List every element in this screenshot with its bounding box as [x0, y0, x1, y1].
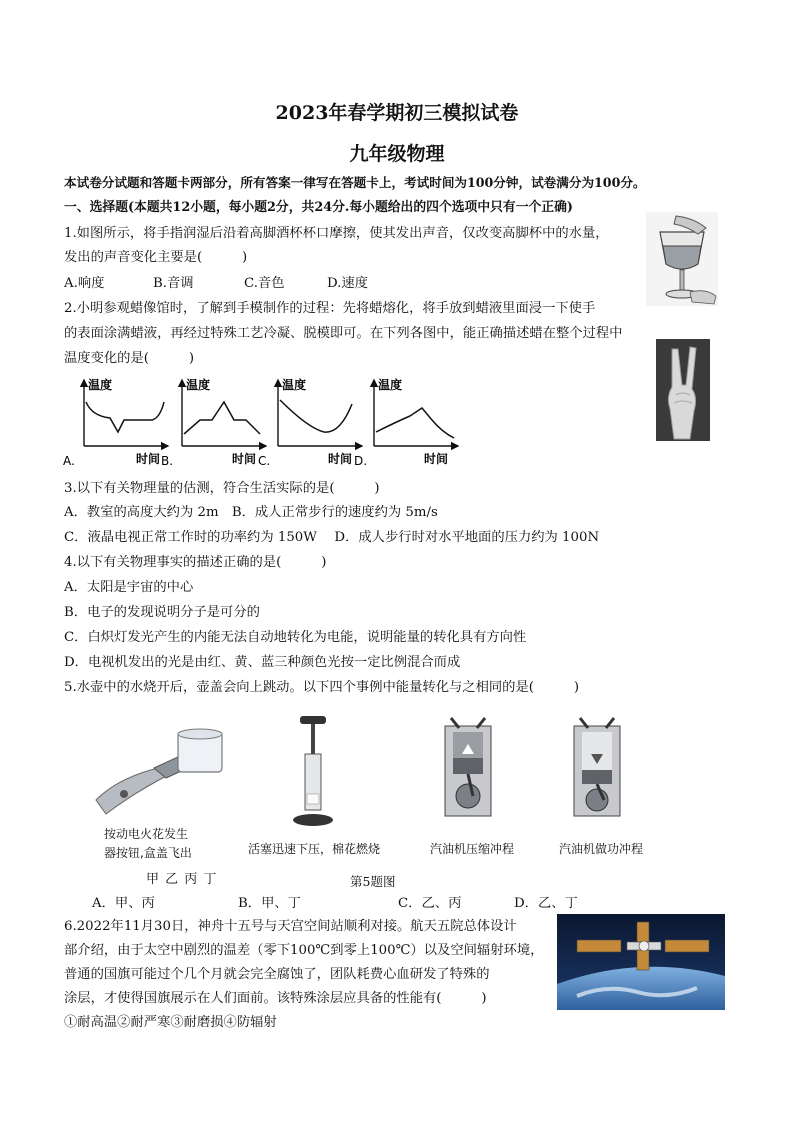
graph-a — [84, 377, 168, 466]
q3-stem: 3.以下有关物理量的估测，符合生活实际的是( ) — [64, 481, 380, 496]
q5-option-c: C．乙、丙 — [398, 896, 462, 911]
q4-stem: 4.以下有关物理事实的描述正确的是( ) — [64, 555, 327, 570]
graph-b-ylabel: 温度 — [186, 378, 211, 392]
q3-options-cd: C．液晶电视正常工作时的功率约为 150W D．成人步行时对水平地面的压力约为 100N — [64, 530, 600, 545]
q5-option-a: A．甲、丙 — [92, 896, 155, 911]
graph-d-ylabel: 温度 — [378, 378, 403, 392]
q1-line1: 1.如图所示，将手指润湿后沿着高脚酒杯杯口摩擦，使其发出声音，仅改变高脚杯中的水量， — [64, 226, 609, 241]
q2-graphs — [60, 372, 470, 470]
q4-option-c: C．白炽灯发光产生的内能无法自动地转化为电能，说明能量的转化具有方向性 — [64, 630, 527, 645]
q5-caption-bing: 汽油机压缩冲程 — [430, 842, 515, 856]
q6-line3: 普通的国旗可能过个几个月就会完全腐蚀了，团队耗费心血研发了特殊的 — [64, 967, 490, 982]
q6-line4: 涂层，才使得国旗展示在人们面前。该特殊涂层应具备的性能有( ) — [64, 991, 487, 1006]
page-title: 2023年春学期初三模拟试卷 — [275, 102, 519, 124]
q2-line3: 温度变化的是( ) — [64, 351, 195, 366]
graph-b-xlabel: 时间 — [232, 452, 257, 466]
q5-option-d: D．乙、丁 — [514, 896, 578, 911]
space-station-earth-photo — [557, 914, 725, 1010]
q2-line2: 的表面涂满蜡液，再经过特殊工艺冷凝、脱模即可。在下列各图中，能正确描述蜡在整个过程中 — [64, 326, 623, 341]
graph-c-ylabel: 温度 — [282, 378, 307, 392]
q5-caption-jia-1: 按动电火花发生 — [104, 827, 189, 841]
q4-option-b: B．电子的发现说明分子是可分的 — [64, 605, 260, 620]
q5-caption-jia-2: 器按钮,盒盖飞出 — [104, 846, 192, 860]
q3-options-ab: A．教室的高度大约为 2m B．成人正常步行的速度约为 5m/s — [64, 505, 438, 520]
q5-figure-caption: 第5题图 — [350, 874, 396, 889]
q1-line2: 发出的声音变化主要是( ) — [64, 250, 248, 265]
engine-power-stroke-illustration — [566, 714, 628, 822]
graph-label-c: C. — [258, 454, 271, 468]
graph-d-xlabel: 时间 — [424, 452, 449, 466]
graph-d — [374, 377, 458, 466]
engine-compression-illustration — [437, 714, 499, 822]
graph-c — [278, 377, 362, 466]
q6-line2: 部介绍，由于太空中剧烈的温差（零下100℃到零上100℃）以及空间辐射环境， — [64, 943, 544, 958]
q4-option-a: A．太阳是宇宙的中心 — [64, 580, 194, 595]
q5-option-b: B．甲、丁 — [238, 896, 301, 911]
q6-line5: ①耐高温②耐严寒③耐磨损④防辐射 — [64, 1015, 277, 1030]
q1-option-c: C.音色 — [244, 276, 285, 291]
wine-glass-finger-photo — [646, 212, 718, 306]
wax-hand-model-photo — [656, 339, 710, 441]
q2-line1: 2.小明参观蜡像馆时，了解到手模制作的过程：先将蜡熔化，将手放到蜡液里面浸一下使手 — [64, 301, 596, 316]
graph-label-b: B. — [161, 454, 174, 468]
graph-label-d: D. — [354, 454, 368, 468]
q1-option-d: D.速度 — [327, 276, 369, 291]
graph-a-ylabel: 温度 — [88, 378, 113, 392]
q1-option-b: B.音调 — [153, 276, 194, 291]
q4-option-d: D．电视机发出的光是由红、黄、蓝三种颜色光按一定比例混合而成 — [64, 655, 461, 670]
q6-line1: 6.2022年11月30日，神舟十五号与天宫空间站顺利对接。航天五院总体设计 — [64, 919, 517, 934]
q5-caption-yi: 活塞迅速下压，棉花燃烧 — [248, 842, 381, 856]
spark-generator-illustration — [88, 722, 236, 822]
piston-cotton-illustration — [288, 714, 338, 832]
q1-option-a: A.响度 — [64, 276, 105, 291]
q5-stem: 5.水壶中的水烧开后，壶盖会向上跳动。以下四个事例中能量转化与之相同的是( ) — [64, 680, 580, 695]
section-heading: 一、选择题(本题共12小题，每小题2分，共24分.每小题给出的四个选项中只有一个正确) — [64, 200, 573, 215]
graph-c-xlabel: 时间 — [328, 452, 353, 466]
graph-b — [182, 377, 266, 466]
page-subtitle: 九年级物理 — [349, 143, 445, 165]
graph-label-a: A. — [63, 454, 75, 468]
q5-caption-ding: 汽油机做功冲程 — [559, 842, 644, 856]
graph-a-xlabel: 时间 — [136, 452, 161, 466]
q5-figure-labels: 甲 乙 丙 丁 — [146, 872, 217, 887]
exam-instructions: 本试卷分试题和答题卡两部分，所有答案一律写在答题卡上，考试时间为100分钟，试卷满分为100分。 — [64, 175, 646, 190]
